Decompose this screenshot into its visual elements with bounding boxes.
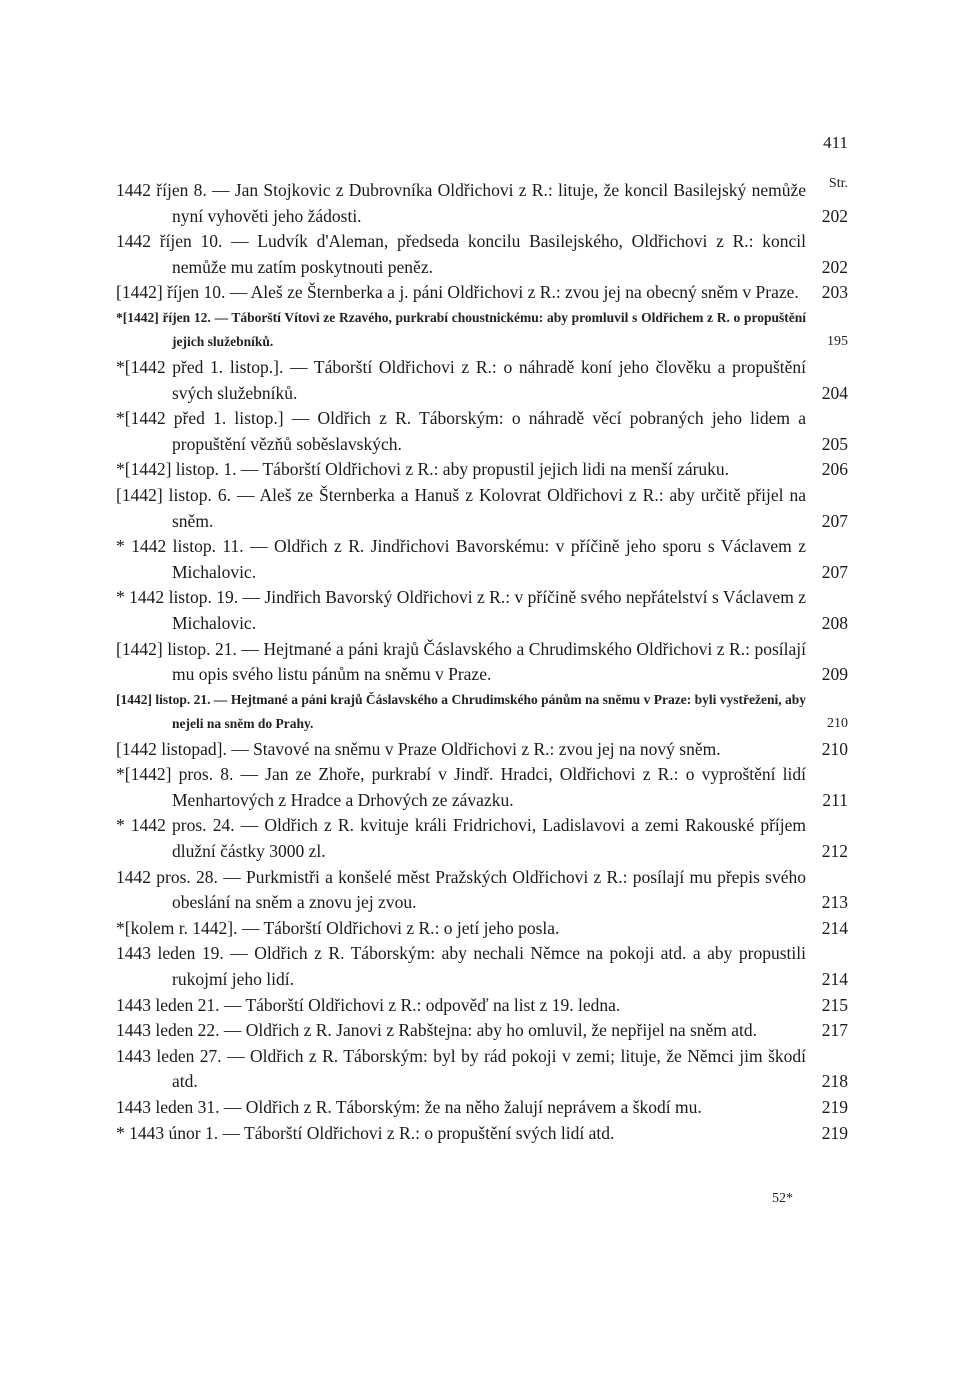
entry-text: *[1442 před 1. listop.] — Oldřich z R. Táborským: o náhradě věcí pobraných jeho lidem a propuštění vězňů soběslavských.	[116, 408, 806, 454]
entry-page-ref: 207	[821, 510, 848, 531]
register-entry	[116, 1095, 848, 1121]
entry-text: [1442] listop. 21. — Hejtmané a páni krajů Čáslavského a Chrudimského Oldřichovi z R.: posílají mu opis svého listu pánům na sněmu v Praze.	[116, 638, 806, 685]
entry-text: 1442 pros. 28. — Purkmistři a konšelé měst Pražských Oldřichovi z R.: posílají mu přepis svého obeslání na sněm a znovu jej zvou.	[116, 866, 806, 913]
register-entry	[116, 1018, 848, 1044]
register-entry	[116, 457, 848, 483]
register-entry	[116, 406, 848, 457]
entry-page-ref: 219	[821, 1097, 848, 1117]
page-column-header: Str.	[828, 176, 848, 191]
entry-text: 1443 leden 19. — Oldřich z R. Táborským: aby nechali Němce na pokoji atd. a aby propustili rukojmí jeho lidí.	[116, 943, 806, 990]
entry-page-ref: 210	[821, 738, 848, 759]
signature-mark: 52*	[772, 1191, 793, 1206]
entry-page-ref: 207	[821, 561, 848, 582]
entry-text: *[1442 před 1. listop.]. — Táborští Oldřichovi z R.: o náhradě koní jeho člověku a propuštění svých služebníků.	[116, 356, 806, 403]
entry-text: *[1442] říjen 12. — Táborští Vítovi ze Rzavého, purkrabí choustnickému: aby promluvil s Oldřichem z R. o propuštění jejich služebníků.	[116, 309, 806, 350]
entry-text: [1442] listop. 6. — Aleš ze Šternberka a Hanuš z Kolovrat Oldřichovi z R.: aby určitě přijel na sněm.	[116, 484, 806, 531]
entry-page-ref: 217	[821, 1020, 848, 1041]
entry-page-ref: 215	[821, 994, 848, 1015]
entry-text: 1442 říjen 8. — Jan Stojkovic z Dubrovníka Oldřichovi z R.: lituje, že koncil Basilejský nemůže nyní vyhověti jeho žádosti.	[116, 180, 806, 226]
entry-page-ref: 204	[821, 382, 848, 403]
entry-page-ref: 205	[821, 433, 848, 454]
entry-text: [1442] říjen 10. — Aleš ze Šternberka a j. páni Oldřichovi z R.: zvou jej na obecný sněm v Praze.	[116, 282, 799, 303]
entry-text: * 1443 únor 1. — Táborští Oldřichovi z R.: o propuštění svých lidí atd.	[116, 1122, 615, 1143]
entry-page-ref: 212	[821, 841, 848, 862]
register-entry	[116, 585, 848, 636]
entry-page-ref: 218	[821, 1071, 848, 1092]
entry-text: *[1442] listop. 1. — Táborští Oldřichovi z R.: aby propustil jejich lidi na menší záruku.	[116, 459, 730, 480]
register-entry	[116, 941, 848, 992]
entry-page-ref: 213	[821, 892, 848, 913]
register-entry	[116, 280, 848, 306]
entry-text: * 1442 pros. 24. — Oldřich z R. kvituje králi Fridrichovi, Ladislavovi a zemi Rakouské příjem dlužní částky 3000 zl.	[116, 815, 806, 862]
entry-page-ref: 195	[827, 334, 848, 350]
entry-page-ref: 211	[822, 789, 848, 810]
entry-page-ref: 219	[821, 1122, 848, 1143]
register-entries	[116, 178, 848, 1146]
entry-page-ref: 202	[821, 256, 848, 277]
register-entry	[116, 1044, 848, 1095]
register-entry	[116, 737, 848, 763]
register-entry	[116, 178, 848, 229]
entry-text: *[kolem r. 1442]. — Táborští Oldřichovi z R.: o jetí jeho posla.	[116, 917, 560, 938]
entry-text: 1443 leden 21. — Táborští Oldřichovi z R.: odpověď na list z 19. ledna.	[116, 994, 621, 1015]
register-entry	[116, 813, 848, 864]
register-entry	[116, 916, 848, 942]
entry-text: [1442 listopad]. — Stavové na sněmu v Praze Oldřichovi z R.: zvou jej na nový sněm.	[116, 738, 721, 759]
entry-text: * 1442 listop. 11. — Oldřich z R. Jindřichovi Bavorskému: v příčině jeho sporu s Václavem z Michalovic.	[116, 536, 806, 582]
register-entry	[116, 762, 848, 813]
entry-page-ref: 209	[821, 664, 848, 685]
entry-text: 1442 říjen 10. — Ludvík d'Aleman, předseda koncilu Basilejského, Oldřichovi z R.: koncil nemůže mu zatím poskytnouti peněz.	[116, 231, 806, 277]
register-entry-small	[116, 306, 848, 355]
entry-page-ref: 208	[821, 612, 848, 633]
register-entry-small	[116, 688, 848, 737]
entry-text: [1442] listop. 21. — Hejtmané a páni krajů Čáslavského a Chrudimského pánům na sněmu v Praze: byli vystřeženi, aby nejeli na sněm do Prahy.	[116, 691, 806, 732]
register-entry	[116, 1121, 848, 1147]
entry-page-ref: 206	[821, 459, 848, 480]
entry-text: 1443 leden 27. — Oldřich z R. Táborským: byl by rád pokoji v zemi; lituje, že Němci jim škodí atd.	[116, 1045, 806, 1092]
entry-page-ref: 202	[821, 205, 848, 226]
entry-text: 1443 leden 31. — Oldřich z R. Táborským: že na něho žalují neprávem a škodí mu.	[116, 1097, 702, 1117]
entry-text: *[1442] pros. 8. — Jan ze Zhoře, purkrabí v Jindř. Hradci, Oldřichovi z R.: o vyproštění lidí Menhartových z Hradce a Drhových ze závazku.	[116, 764, 806, 810]
register-entry	[116, 483, 848, 534]
register-entry	[116, 865, 848, 916]
entry-page-ref: 214	[821, 917, 848, 938]
entry-text: * 1442 listop. 19. — Jindřich Bavorský Oldřichovi z R.: v příčině svého nepřátelství s Václavem z Michalovic.	[116, 587, 806, 633]
register-entry	[116, 534, 848, 585]
entry-page-ref: 210	[827, 716, 848, 732]
entry-page-ref: 203	[821, 282, 848, 303]
register-entry	[116, 993, 848, 1019]
entry-text: 1443 leden 22. — Oldřich z R. Janovi z Rabštejna: aby ho omluvil, že nepřijel na sněm atd.	[116, 1020, 758, 1041]
entry-page-ref: 214	[821, 969, 848, 990]
register-entry	[116, 229, 848, 280]
register-entry	[116, 637, 848, 688]
register-entry	[116, 355, 848, 406]
page-number: 411	[823, 133, 848, 152]
